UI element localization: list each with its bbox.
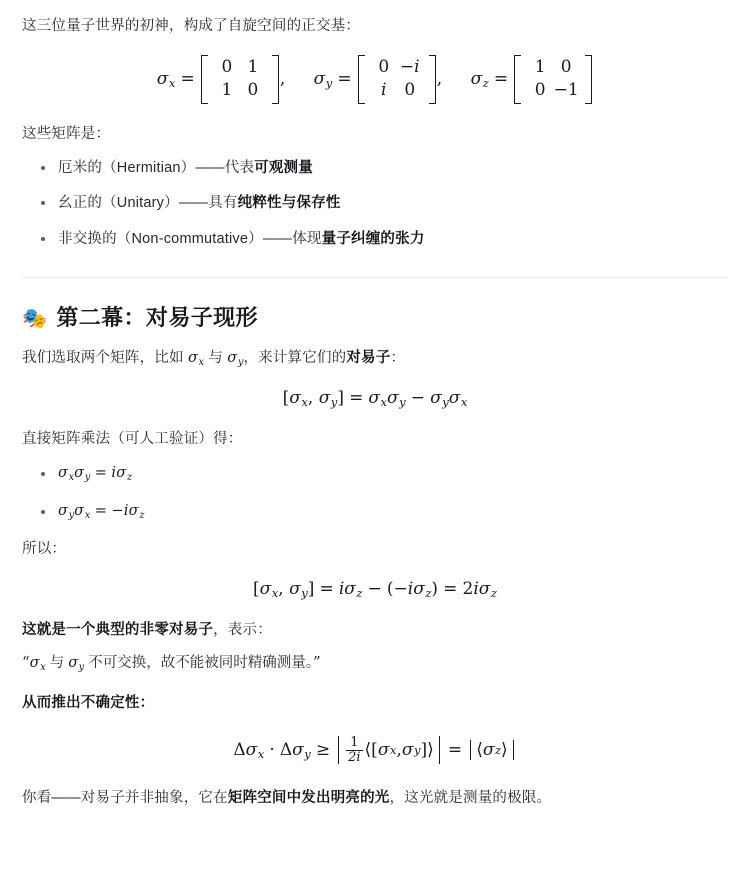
lbracket: [ xyxy=(371,740,378,761)
bracket-right xyxy=(585,55,592,104)
rangle: ⟩ xyxy=(427,740,434,761)
minus-sign: − xyxy=(410,387,426,408)
matrix-cells xyxy=(208,55,272,104)
rbracket: ] xyxy=(337,387,344,408)
sigma-symbol: σ xyxy=(430,387,442,408)
subscript-z: z xyxy=(494,743,502,758)
subscript-x: x xyxy=(460,395,468,410)
quote-before: 与 xyxy=(45,655,69,672)
section-heading xyxy=(22,304,728,333)
property-text: 厄米的（Hermitian）——代表 xyxy=(58,160,255,177)
matrix-sigma-y xyxy=(358,55,436,104)
cell-r1c1: −1 xyxy=(553,80,579,101)
conclusion-rest: ，表示： xyxy=(213,622,272,639)
sigma-symbol: σ xyxy=(313,69,326,90)
equals-sign: = xyxy=(319,578,334,599)
section-divider xyxy=(23,277,728,278)
performing-arts-masks-icon: 🎭 xyxy=(22,306,48,331)
inline-sigma-x xyxy=(187,350,205,369)
property-text: 幺正的（Unitary）——具有 xyxy=(58,195,238,212)
subscript-y: y xyxy=(442,395,449,410)
quote-open-mark: “ xyxy=(22,653,30,672)
rbracket: ] xyxy=(307,578,315,599)
rparen: ) xyxy=(431,578,439,599)
closing-emphasis: 矩阵空间中发出明亮的光 xyxy=(227,790,390,807)
absolute-value-content xyxy=(342,736,436,764)
rangle: ⟩ xyxy=(501,740,508,761)
equals-sign: = xyxy=(447,739,463,760)
cell-r1c1: 0 xyxy=(404,80,416,101)
lbracket: [ xyxy=(253,578,260,599)
cell-r0c1: 1 xyxy=(247,57,259,78)
bar-left xyxy=(470,740,471,760)
delta-symbol: Δ xyxy=(233,739,246,760)
commutator-emphasis: 对易子 xyxy=(346,350,391,367)
subscript-x: x xyxy=(389,743,397,758)
cell-r0c0: 0 xyxy=(221,57,233,78)
subscript-y: y xyxy=(84,472,91,484)
subscript-y: y xyxy=(68,509,75,521)
uncertainty-relation-formula xyxy=(233,735,516,765)
bar-right xyxy=(513,740,514,760)
subscript-z: z xyxy=(490,586,497,601)
matrices-caption: 这些矩阵是： xyxy=(22,125,111,142)
comma-separator: , xyxy=(436,69,443,90)
bracket-right xyxy=(272,55,279,104)
pauli-matrix-sigma-y xyxy=(308,57,447,101)
inline-sigma-y xyxy=(68,655,85,674)
absolute-value-group xyxy=(335,736,443,764)
imaginary-unit: i xyxy=(123,502,129,519)
lbracket: [ xyxy=(282,387,290,408)
property-emphasis: 可观测量 xyxy=(254,160,313,177)
equals-sign: = xyxy=(94,465,108,482)
imaginary-unit: i xyxy=(407,578,414,599)
closing-paragraph xyxy=(22,786,728,811)
cell-r0c0: 0 xyxy=(378,57,390,78)
sigma-symbol: σ xyxy=(116,465,127,482)
sigma-symbol: σ xyxy=(227,350,238,367)
subscript-y: y xyxy=(304,746,311,761)
sigma-symbol: σ xyxy=(482,740,495,761)
property-emphasis: 量子纠缠的张力 xyxy=(321,230,425,247)
commutator-definition-equation xyxy=(22,388,728,409)
inline-sigma-x xyxy=(29,655,46,674)
subscript-y: y xyxy=(413,743,421,758)
sigma-symbol: σ xyxy=(318,387,331,408)
rbracket: ] xyxy=(420,740,428,761)
subscript-y: y xyxy=(78,662,85,674)
sigma-symbol: σ xyxy=(74,465,85,482)
quote-after: 不可交换，故不能被同时精确测量。 xyxy=(84,655,313,672)
equals-sign: = xyxy=(493,69,509,90)
minus-sign: − xyxy=(111,502,124,519)
sigma-symbol: σ xyxy=(377,740,390,761)
equals-sign: = xyxy=(349,387,364,408)
geq-sign: ≥ xyxy=(315,739,331,760)
bar-left xyxy=(338,736,339,764)
uncertainty-heading xyxy=(22,691,728,716)
pauli-matrix-sigma-z xyxy=(465,57,593,101)
sigma-symbol: σ xyxy=(344,578,356,599)
subscript-x: x xyxy=(198,357,205,369)
langle: ⟨ xyxy=(364,740,372,761)
sigma-symbol: σ xyxy=(245,739,258,760)
product-list xyxy=(22,462,728,523)
properties-list xyxy=(22,157,728,251)
sigma-symbol: σ xyxy=(368,387,381,408)
equals-sign: = xyxy=(443,578,458,599)
cell-r0c1: 0 xyxy=(560,57,572,78)
subscript-y: y xyxy=(301,586,308,601)
matrix-sigma-x xyxy=(201,55,279,104)
delta-symbol: Δ xyxy=(279,739,293,760)
subscript-z: z xyxy=(356,586,363,601)
subscript-y: y xyxy=(237,357,244,369)
sigma-symbol: σ xyxy=(387,387,399,408)
sigma-symbol: σ xyxy=(29,655,40,672)
uncertainty-relation-equation xyxy=(22,736,728,764)
pauli-matrices-equation xyxy=(22,55,728,104)
sigma-symbol: σ xyxy=(448,387,461,408)
expectation-content xyxy=(474,740,509,760)
sigma-symbol: σ xyxy=(478,578,491,599)
subscript-y: y xyxy=(330,395,338,410)
equals-sign: = xyxy=(337,69,352,90)
list-item xyxy=(58,157,728,180)
equals-sign: = xyxy=(94,502,108,519)
cell-r0c0: 1 xyxy=(534,57,546,78)
list-item xyxy=(58,500,728,524)
select-text-before: 我们选取两个矩阵，比如 xyxy=(22,350,188,367)
sigma-symbol: σ xyxy=(58,465,69,482)
subscript-x: x xyxy=(40,662,46,674)
closing-before: 你看——对易子并非抽象，它在 xyxy=(22,790,228,807)
sigma-symbol: σ xyxy=(187,350,199,367)
minus-sign: − xyxy=(367,578,382,599)
quote-paragraph xyxy=(22,649,728,676)
property-emphasis: 纯粹性与保存性 xyxy=(237,195,341,212)
sigma-symbol: σ xyxy=(128,502,139,519)
imaginary-unit: i xyxy=(111,465,117,482)
quote-close-mark: ” xyxy=(312,653,321,672)
imaginary-unit: i xyxy=(338,578,345,599)
list-item xyxy=(58,462,728,486)
sigma-y-subscript: y xyxy=(325,76,333,91)
product-sigma-y-sigma-x xyxy=(58,503,144,519)
subscript-z: z xyxy=(126,472,133,484)
multiply-caption: 直接矩阵乘法（可人工验证）得： xyxy=(22,431,243,448)
bracket-left xyxy=(201,55,208,104)
sigma-symbol: σ xyxy=(74,502,85,519)
bracket-left xyxy=(358,55,365,104)
sigma-symbol: σ xyxy=(156,69,169,90)
sigma-x-subscript: x xyxy=(168,76,176,91)
subscript-x: x xyxy=(257,746,265,761)
cdot-operator: · xyxy=(269,739,275,760)
section-title: 第二幕：对易子现形 xyxy=(56,304,258,330)
equals-sign: = xyxy=(180,69,195,90)
bracket-right xyxy=(429,55,436,104)
therefore-label: 所以： xyxy=(22,541,67,558)
sigma-symbol: σ xyxy=(470,69,483,90)
pauli-matrix-sigma-x xyxy=(156,57,291,101)
numerator: 1 xyxy=(350,735,359,751)
fraction-one-over-two-i xyxy=(346,736,362,764)
sigma-symbol: σ xyxy=(292,739,304,760)
sigma-symbol: σ xyxy=(68,655,79,672)
commutator-result-equation xyxy=(22,579,728,600)
subscript-x: x xyxy=(380,395,388,410)
list-item xyxy=(58,228,728,251)
cell-r1c0: 0 xyxy=(534,80,546,101)
list-item xyxy=(58,192,728,215)
matrix-cells xyxy=(365,55,429,104)
comma: , xyxy=(278,578,284,599)
select-matrices-paragraph xyxy=(22,346,728,371)
bar-right xyxy=(439,736,440,764)
expectation-absolute-group xyxy=(467,740,516,760)
select-text-after: ，来计算它们的 xyxy=(243,350,347,367)
minus-sign: − xyxy=(393,578,408,599)
property-text: 非交换的（Non-commutative）——体现 xyxy=(58,230,322,247)
sigma-symbol: σ xyxy=(289,578,301,599)
sigma-symbol: σ xyxy=(401,740,414,761)
matrix-cells xyxy=(521,55,585,104)
conclusion-emphasis: 这就是一个典型的非零对易子 xyxy=(22,622,214,639)
cell-r1c0: i xyxy=(381,80,387,101)
lparen: ( xyxy=(386,578,394,599)
denominator xyxy=(346,750,362,765)
coefficient-two: 2 xyxy=(462,578,474,599)
cell-r1c0: 1 xyxy=(221,80,233,101)
sigma-symbol: σ xyxy=(58,502,69,519)
subscript-z: z xyxy=(139,509,145,521)
sigma-symbol: σ xyxy=(259,578,272,599)
sigma-symbol: σ xyxy=(289,387,301,408)
denominator-i: i xyxy=(356,749,361,765)
select-colon: ： xyxy=(390,350,406,367)
langle: ⟨ xyxy=(476,740,483,761)
intro-paragraph: 这三位量子世界的初神，构成了自旋空间的正交基： xyxy=(22,18,361,34)
cell-r1c1: 0 xyxy=(247,80,259,101)
matrix-sigma-z xyxy=(514,55,592,104)
comma-separator: , xyxy=(279,69,286,90)
cell-r0c1: −i xyxy=(399,57,420,78)
imaginary-unit: i xyxy=(473,578,479,599)
closing-after: ，这光就是测量的极限。 xyxy=(389,790,552,807)
inline-sigma-y xyxy=(227,350,244,369)
commutator-definition-formula xyxy=(283,388,468,408)
uncertainty-heading-text: 从而推出不确定性： xyxy=(22,694,155,711)
commutator-result-formula xyxy=(253,579,497,599)
subscript-x: x xyxy=(271,586,279,601)
product-sigma-x-sigma-y xyxy=(58,465,133,484)
denominator-two: 2 xyxy=(348,749,357,765)
subscript-x: x xyxy=(84,509,91,521)
conclusion-paragraph xyxy=(22,618,728,643)
bracket-left xyxy=(514,55,521,104)
comma: , xyxy=(396,740,402,761)
sigma-z-subscript: z xyxy=(482,76,489,91)
sigma-symbol: σ xyxy=(413,578,425,599)
comma: , xyxy=(307,387,314,408)
subscript-x: x xyxy=(68,472,75,484)
subscript-z: z xyxy=(425,586,432,601)
subscript-x: x xyxy=(301,395,308,410)
subscript-y: y xyxy=(399,395,406,410)
select-text-mid: 与 xyxy=(204,350,228,367)
